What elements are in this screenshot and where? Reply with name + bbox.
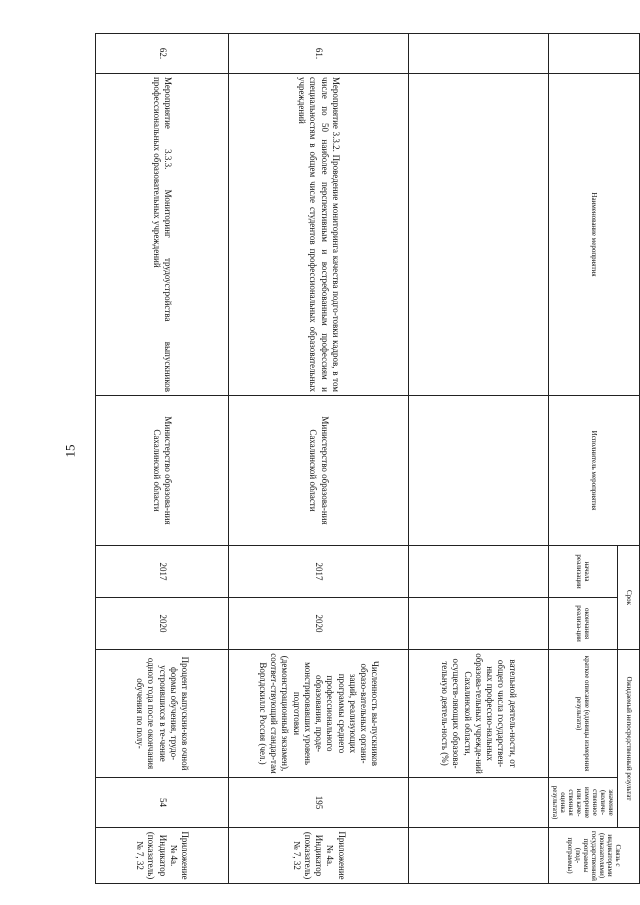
row-number: 62. [96,34,229,74]
row-name: Мероприятие 3.3.3. Мониторинг трудоустройства выпускников профессиональных образовательных учреждений [96,74,229,396]
header-executor: Исполнитель мероприятия [548,396,639,546]
table-row [408,34,548,884]
header-brief: краткое описание (единицы измерения результата) [548,650,617,778]
row-end: 2020 [96,598,229,650]
row-executor: Министерство образова-ния Сахалинской области [96,396,229,546]
header-start: начала реализации [548,546,617,598]
row-link: Приложение № 4а. Индикатор (показатель) № 7, 32 [96,828,229,884]
row-brief: Процент выпускни-ков очной формы обучения, трудо-устроившихся в те-чение одного года после окончания обучения по полу- [96,650,229,778]
row-start: 2017 [229,546,409,598]
header-end: окончания реализа-ции [548,598,617,650]
row-executor [408,396,548,546]
row-name [408,74,548,396]
table-row [96,34,229,884]
row-value [408,778,548,828]
row-start: 2017 [96,546,229,598]
rotated-document [95,33,640,883]
row-end: 2020 [229,598,409,650]
header-value: значение (количе-ственное измерение или каче-ственная оценка результата) [548,778,617,828]
page-number: 15 [62,444,78,458]
row-number: 61. [229,34,409,74]
row-name: Мероприятие 3.3.2. Проведение мониторинга качества подго-товки кадров, в том числе по 50 наиболее перспективным и востребованным профессиям и специальностям в общем числе студентов профессиональных образовательных учреждений [229,74,409,396]
row-link: Приложение № 4а. Индикатор (показатель) № 7, 32 [229,828,409,884]
header-name: Наименование мероприятия [548,74,639,396]
activities-table [95,33,640,884]
row-value: 54 [96,778,229,828]
row-end [408,598,548,650]
row-link [408,828,548,884]
row-value: 195 [229,778,409,828]
row-brief: Численность вы-пускников образо-вательных органи-заций, реализующих программы среднего профессионального образования, проде-монстрировавших уровень подготовки (демонстрационный экзамен), соответ-ствующий стандар-там Ворлдскиллс Россия (чел.) [229,650,409,778]
row-start [408,546,548,598]
row-brief: вательной деятель-ности, от общего числа государствен-ных профессио-нальных образова-тельных учрежде-ний Сахалинской области, осуществ-ляющих образова-тельную деятель-ность (%) [408,650,548,778]
header-link: Связь с индикаторами (показателями) государственной программы (под-программы) [548,828,639,884]
row-number [408,34,548,74]
header-number [548,34,639,74]
row-executor: Министерство образова-ния Сахалинской области [229,396,409,546]
header-term: Срок [618,546,640,650]
table-row [229,34,409,884]
header-expected: Ожидаемый непосредственный результат [618,650,640,828]
